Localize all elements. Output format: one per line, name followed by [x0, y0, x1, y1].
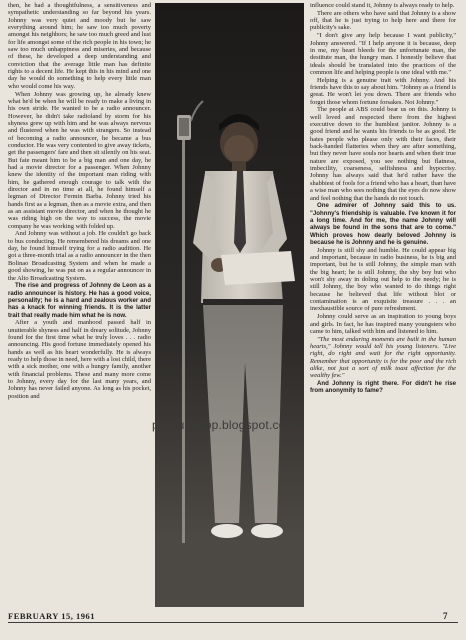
watermark: pelikulaatbp.blogspot.com	[152, 418, 296, 432]
left-column-paragraph: then, he had a thoughtfulness, a sensitiveness and sympathetic understanding so far beyond his years. Johnny was very quiet and moody but he saw everything around him; he saw too much poverty amongst his neighbors; he saw too much greed and lust for life amongst some of the rich people in his town; he saw too much unhappiness and miseries, and because of these, he developed a deep understanding and conviction that the average little man has definite rights to a decent life. He kept this in his mind and one day he would do something to help every little man who would come his way.	[8, 2, 151, 90]
right-column-paragraph: Johnny is still shy and humble. He could appear big and important, because in radio business, he is big and important, but he is still Johnny, the simple man with the big heart; he is still Johnny, the shy boy but who won't shy away in doling out help to the needy; he is still Johnny, the boy who wanted to do things right because he believed that life without blot or contamination is an exquisite treasure . . . an inexhaustible source of pure refreshment.	[310, 246, 456, 313]
photo-illustration	[155, 3, 304, 607]
article-column-left	[8, 2, 151, 600]
right-column-paragraph: "The most enduring moments are built in the human hearts," Johnny would tell his young listeners. "Live right, do right and wait for the right opportunity. Remember that opportunity is for the poor and the rich alike, not just a sort of milk toast affection for the wealthy few."	[310, 335, 456, 380]
issue-date: FEBRUARY 15, 1961	[8, 611, 95, 621]
right-column-paragraph: influence could stand it, Johnny is always ready to help.	[310, 2, 455, 9]
page-number: 7	[443, 611, 448, 621]
left-column-paragraph: When Johnny was growing up, he already knew what he'd be when he will be ready to make a living in his own stride. He wanted to be a radio announcer. However, he didn't take radioland by storm for his shyness grew up with him and he was always nervous and flustered when he was with strangers. So instead of becoming a radio announcer, he became a bus conductor. He was very contented to give away tickets, get the passengers' fare and then sit silently on his seat. But fate meant him to be a big man and one day, he had a movie director for a passenger. When Johnny knew the identity of the important man riding with him, he gathered enough courage to talk with the director and in no time at all, he found himself a legman of Director Fermin Barba. Johnny tried his hands first as a legman, then as a movie extra, and then as an assistant movie director, and when he thought he was riding high on the way to success, the movie company he was working with folded up.	[8, 90, 151, 230]
right-column-paragraph: Johnny could serve as an inspiration to young boys and girls. In fact, he has inspired many youngsters who came to him, talked with him and listened to him.	[310, 313, 456, 335]
left-column-paragraph: The rise and progress of Johnny de Leon as a radio announcer is history. He has a good voice, personality; he is a hard and zealous worker and has a knack for winning friends. It is the latter trait that really made him what he is now.	[8, 282, 151, 319]
right-column-paragraph: Helping is a genuine trait with Johnny. And his friends have this to say about him. "Johnny as a friend is great. He won't let you down. There are friends who forget those whom fortune forsakes. Not Johnny."	[310, 76, 456, 106]
left-column-paragraph: After a youth and manhood passed half in unutterable shyness and half in dreary solitude, Johnny found for the first time what he truly loves . . . radio announcing. His good fortune immediately opened his hands as well as his heart wonderfully. He is always ready to help those in need, here with a lost child, there with a sick mother, one with a hungry family, another with financial problems. These and many more come to Johnny, every day for the last many years, and Johnny has never failed anyone. As long as his pocket, position and	[8, 319, 151, 400]
right-column-paragraph: The people at ABS could bear us on this. Johnny is well loved and respected there from the highest executive down to the humblest janitor. Johnny is a good friend and he wants his friends to be as good. He hates people who please only with their faces, their back-handed flatteries when they are after something, but they never have souls nor hearts and when their true nature are exposed, you see nothing but flatness, imbecility, coarseness, selfishness and hypocrisy. Johnny has always said that he'd rather have the shabbiest of fools for a friend who has a heart, than have a wise man who sees nothing that the eyes do now show and feel nothing that the hands do not touch.	[310, 106, 456, 202]
article-column-right	[310, 2, 456, 600]
right-column-paragraph: "I don't give any help because I want publicity," Johnny answered. "If I help anyone it is because, deep in me, my heart bleeds for the unfortunate man, the destitute man, the hungry man. I honestly believe that ideals should be translated into the practices of the common life and helping people is one ideal with me."	[310, 32, 456, 76]
right-column-paragraph: And Johnny is right there. For didn't he rise from anonymity to fame?	[310, 380, 456, 395]
right-column-paragraph: There are others who have said that Johnny is a show off, that he is just trying to help here and there for publicity's sake.	[310, 9, 456, 32]
left-column-paragraph: And Johnny was without a job. He couldn't go back to bus conducting. He remembered his dreams and one day, he found himself trying for a radio audition. He got a three-month trial as a radio announcer in the then Bolinao Broadcasting System and when he made a good showing, he was put on as a regular announcer in the Alto Broadcasting System.	[8, 230, 151, 282]
footer-rule	[8, 622, 458, 623]
right-column-paragraph: One admirer of Johnny said this to us. "Johnny's friendship is valuable. I've known it for a long time. And for me, the name Johnny will always be found in the sons that are to come." Which proves how dearly beloved Johnny is because he is Johnny and he is genuine.	[310, 202, 456, 246]
photo-johnny-at-microphone	[155, 3, 304, 607]
